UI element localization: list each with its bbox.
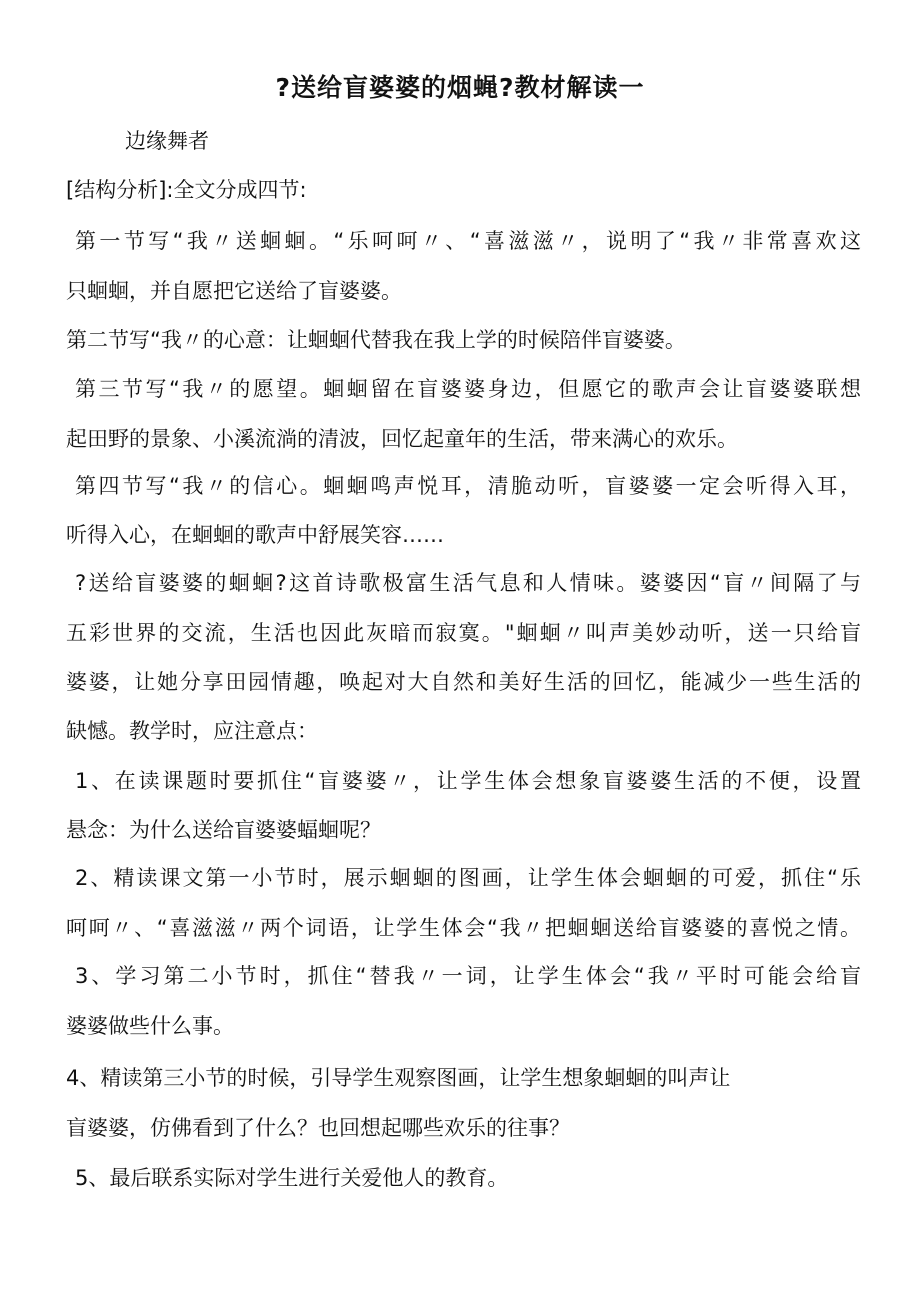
list-item: 2、精读课文第一小节时，展示蛔蛔的图画，让学生体会蛔蛔的可爱，抓住“乐	[75, 866, 861, 890]
document-title: ?送给盲婆婆的烟蝇?教材解读一	[275, 73, 645, 102]
list-item: 4、精读第三小节的时候，引导学生观察图画，让学生想象蛔蛔的叫声让	[66, 1066, 731, 1090]
list-item-continuation: 婆婆做些什么事。	[66, 1014, 234, 1038]
list-item: 5、最后联系实际对学生进行关爱他人的教育。	[75, 1166, 509, 1190]
list-item: 1、在读课题时要抓住“盲婆婆〃，让学生体会想象盲婆婆生活的不便，设置	[75, 769, 861, 793]
list-item-continuation: 悬念：为什么送给盲婆婆蝠蛔呢？	[66, 818, 381, 842]
list-item-continuation: 呵呵〃、“喜滋滋〃两个词语，让学生体会“我〃把蛔蛔送给盲婆婆的喜悦之情。	[66, 916, 861, 940]
list-item: 3、学习第二小节时，抓住“替我〃一词，让学生体会“我〃平时可能会给盲	[75, 964, 861, 988]
paragraph-line: 起田野的景象、小溪流淌的清波，回忆起童年的生活，带来满心的欢乐。	[66, 427, 738, 451]
paragraph-line: ?送给盲婆婆的蛔蛔?这首诗歌极富生活气息和人情味。婆婆因“盲〃间隔了与	[75, 571, 861, 595]
paragraph-line: 只蛔蛔，并自愿把它送给了盲婆婆。	[66, 279, 402, 303]
paragraph-line: 婆婆，让她分享田园情趣，唤起对大自然和美好生活的回忆，能减少一些生活的	[66, 670, 861, 694]
paragraph-line: 第四节写“我〃的信心。蛔蛔鸣声悦耳，清脆动听，盲婆婆一定会听得入耳，	[75, 474, 861, 498]
author-line: 边缘舞者	[125, 129, 209, 153]
structure-heading: [结构分析]:全文分成四节:	[66, 178, 307, 202]
paragraph-line: 第二节写“我〃的心意：让蛔蛔代替我在我上学的时候陪伴盲婆婆。	[66, 328, 686, 352]
paragraph-line: 五彩世界的交流，生活也因此灰暗而寂寞。"蛔蛔〃叫声美妙动听，送一只给盲	[66, 621, 861, 645]
paragraph-line: 听得入心，在蛔蛔的歌声中舒展笑容……	[66, 523, 444, 547]
paragraph-line: 缺憾。教学时，应注意点：	[66, 719, 318, 743]
list-item-continuation: 盲婆婆，仿佛看到了什么？也回想起哪些欢乐的往事？	[66, 1116, 570, 1140]
paragraph-line: 第一节写“我〃送蛔蛔。“乐呵呵〃、“喜滋滋〃，说明了“我〃非常喜欢这	[75, 229, 861, 253]
paragraph-line: 第三节写“我〃的愿望。蛔蛔留在盲婆婆身边，但愿它的歌声会让盲婆婆联想	[75, 377, 861, 401]
